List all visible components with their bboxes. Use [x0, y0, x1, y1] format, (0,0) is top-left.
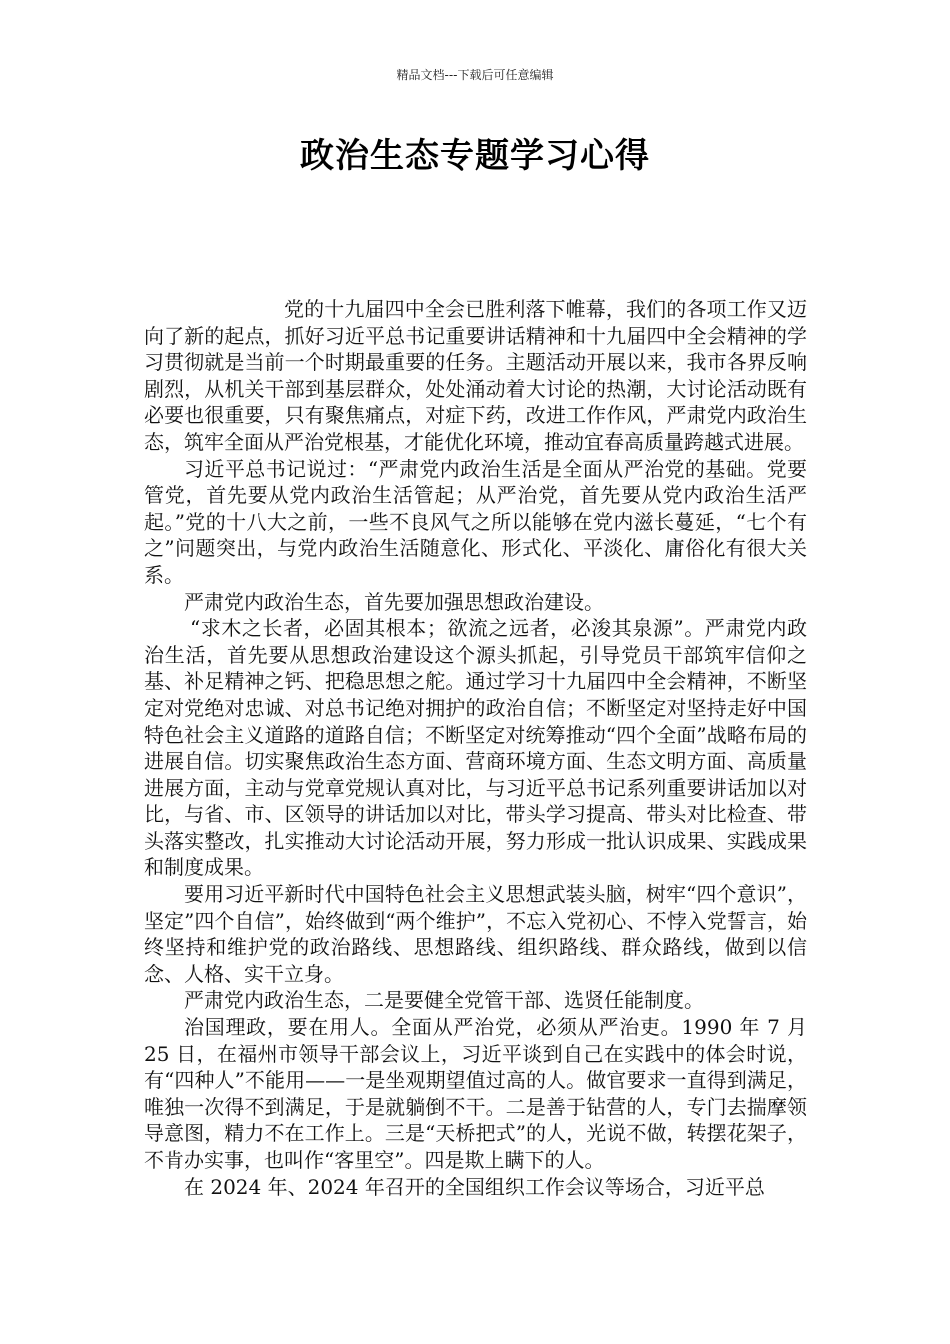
paragraph-4: “求木之长者，必固其根本；欲流之远者，必浚其泉源”。严肃党内政治生活，首先要从思想政治建设这个源头抓起，引导党员干部筑牢信仰之基、补足精神之钙、把稳思想之舵。通过学习十九届四中全会精神，不断坚定对党绝对忠诚、对总书记绝对拥护的政治自信；不断坚定对坚持走好中国特色社会主义道路的道路自信；不断坚定对统筹推动“四个全面”战略布局的进展自信。切实聚焦政治生态方面、营商环境方面、生态文明方面、高质量进展方面，主动与党章党规认真对比，与习近平总书记系列重要讲话加以对比，与省、市、区领导的讲话加以对比，带头学习提高、带头对比检查、带头落实整改，扎实推动大讨论活动开展，努力形成一批认识成果、实践成果和制度成果。 — [144, 616, 807, 880]
document-header-note: 精品文档---下载后可任意编辑 — [396, 68, 554, 82]
paragraph-7: 治国理政，要在用人。全面从严治党，必须从严治吏。1990 年 7 月 25 日，在福州市领导干部会议上，习近平谈到自己在实践中的体会时说，有“四种人”不能用——一是坐观期望值过高的人。做官要求一直得到满足，唯独一次得不到满足，于是就躺倒不干。二是善于钻营的人，专门去揣摩领导意图，精力不在工作上。三是“天桥把式”的人，光说不做，转摆花架子，不肯办实事，也叫作“客里空”。四是欺上瞒下的人。 — [144, 1015, 807, 1172]
paragraph-3: 严肃党内政治生态，首先要加强思想政治建设。 — [184, 589, 604, 614]
paragraph-8: 在 2024 年、2024 年召开的全国组织工作会议等场合，习近平总 — [184, 1174, 765, 1199]
document-body — [144, 296, 807, 1200]
paragraph-1: 党的十九届四中全会已胜利落下帷幕，我们的各项工作又迈向了新的起点，抓好习近平总书记重要讲话精神和十九届四中全会精神的学习贯彻就是当前一个时期最重要的任务。主题活动开展以来，我市各界反响剧烈，从机关干部到基层群众，处处涌动着大讨论的热潮，大讨论活动既有必要也很重要，只有聚焦痛点，对症下药，改进工作作风，严肃党内政治生态，筑牢全面从严治党根基，才能优化环境，推动宜春高质量跨越式进展。 — [144, 297, 807, 454]
document-title: 政治生态专题学习心得 — [300, 136, 650, 176]
paragraph-5: 要用习近平新时代中国特色社会主义思想武装头脑，树牢“四个意识”，坚定”四个自信”，始终做到“两个维护”，不忘入党初心、不悖入党誓言，始终坚持和维护党的政治路线、思想路线、组织路线、群众路线，做到以信念、人格、实干立身。 — [144, 882, 807, 986]
paragraph-6: 严肃党内政治生态，二是要健全党管干部、选贤任能制度。 — [184, 988, 704, 1013]
paragraph-2: 习近平总书记说过：“严肃党内政治生活是全面从严治党的基础。党要管党，首先要从党内政治生活管起；从严治党，首先要从党内政治生活严起。”党的十八大之前，一些不良风气之所以能够在党内滋长蔓延，“七个有之”问题突出，与党内政治生活随意化、形式化、平淡化、庸俗化有很大关系。 — [144, 456, 807, 587]
